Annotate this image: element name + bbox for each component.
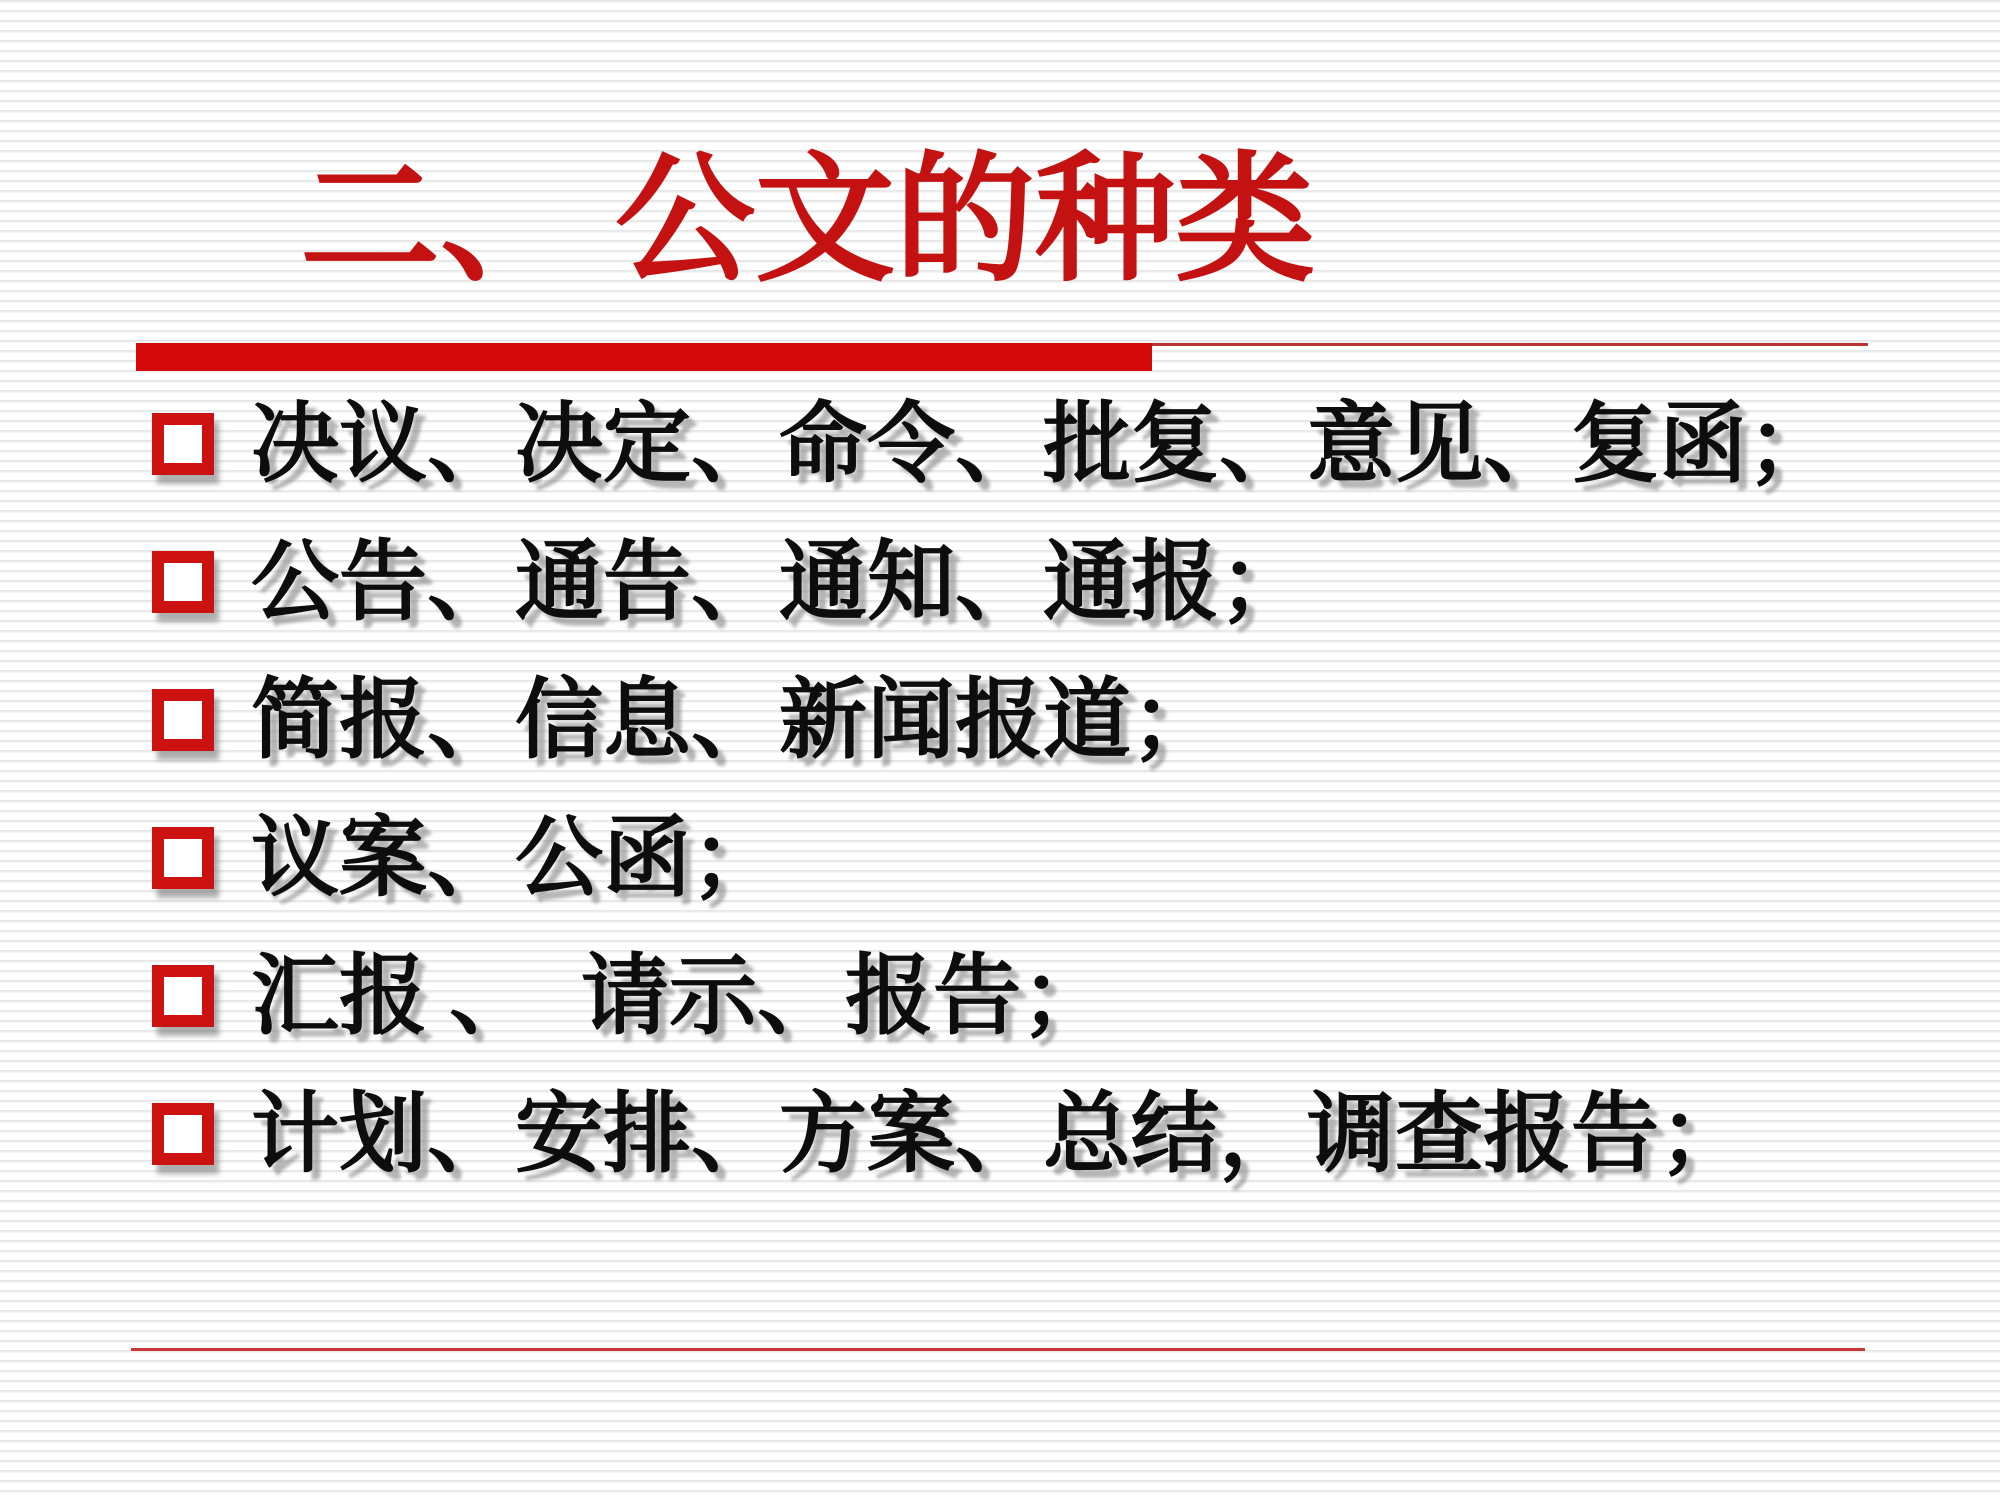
bullet-text: 公告、通告、通知、通报； (251, 535, 1308, 632)
bullet-text: 决议、决定、命令、批复、意见、复函； (251, 397, 1836, 494)
footer-rule (131, 1348, 1865, 1351)
bullet-item (152, 398, 1952, 536)
bullet-item (152, 812, 1952, 950)
square-bullet-icon (152, 827, 214, 889)
square-bullet-icon (152, 551, 214, 613)
square-bullet-icon (152, 413, 214, 475)
square-bullet-icon (152, 1103, 214, 1165)
slide-title: 二、 公文的种类 (300, 144, 1316, 299)
bullet-item (152, 536, 1952, 674)
bullet-item (152, 1088, 1952, 1226)
bullet-item (152, 950, 1952, 1088)
bullet-text: 简报、信息、新闻报道； (251, 673, 1220, 770)
bullet-item (152, 674, 1952, 812)
square-bullet-icon (152, 965, 214, 1027)
bullet-text: 汇报 、 请示、报告； (251, 949, 1110, 1046)
bullet-text: 计划、安排、方案、总结，调查报告； (251, 1087, 1748, 1184)
bullet-text: 议案、公函； (251, 811, 780, 908)
square-bullet-icon (152, 689, 214, 751)
